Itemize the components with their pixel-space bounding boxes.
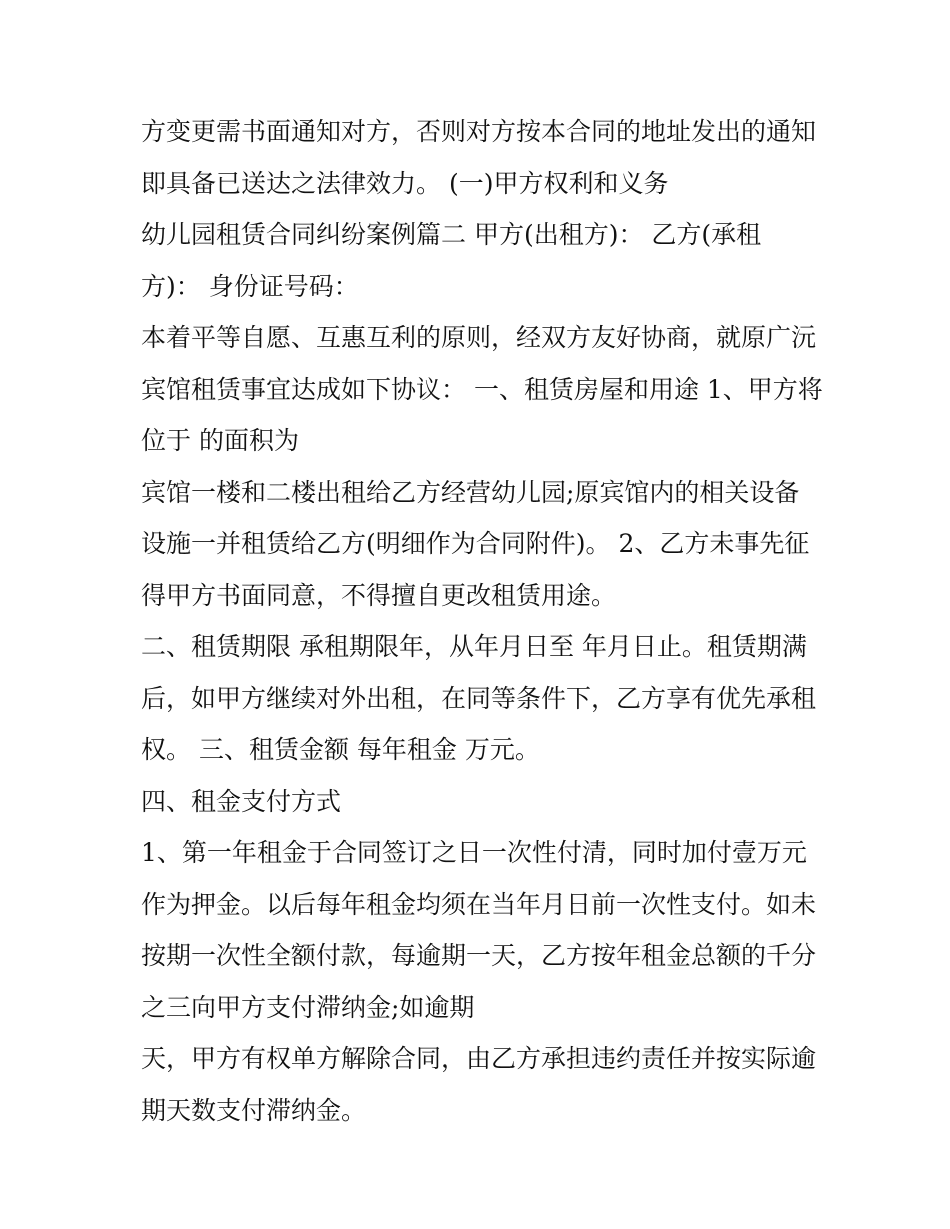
- text-line: 天，甲方有权单方解除合同，由乙方承担违约责任并按实际逾: [141, 1044, 817, 1073]
- text-line: 位于 的面积为: [141, 426, 299, 455]
- text-line: 宾馆一楼和二楼出租给乙方经营幼儿园;原宾馆内的相关设备: [141, 477, 800, 507]
- text-line: 权。 三、租赁金额 每年租金 万元。: [141, 735, 540, 764]
- text-line: 二、租赁期限 承租期限年，从年月日至 年月日止。租赁期满: [141, 632, 807, 661]
- text-line: 之三向甲方支付滞纳金;如逾期: [141, 992, 475, 1022]
- text-line: 即具备已送达之法律效力。 (一)甲方权利和义务: [141, 168, 669, 198]
- text-line: 本着平等自愿、互惠互利的原则，经双方友好协商，就原广沅: [141, 323, 817, 352]
- text-line: 四、租金支付方式: [141, 786, 342, 816]
- text-line: 1、第一年租金于合同签订之日一次性付清，同时加付壹万元: [141, 838, 807, 867]
- text-line: 作为押金。以后每年租金均须在当年月日前一次性支付。如未: [141, 889, 817, 919]
- text-line: 得甲方书面同意，不得擅自更改租赁用途。: [141, 580, 617, 610]
- text-line: 后，如甲方继续对外出租，在同等条件下，乙方享有优先承租: [141, 683, 817, 713]
- text-line: 幼儿园租赁合同纠纷案例篇二 甲方(出租方)： 乙方(承租: [141, 220, 762, 249]
- document-body: [141, 106, 831, 1136]
- text-line: 设施一并租赁给乙方(明细作为合同附件)。 2、乙方未事先征: [141, 529, 810, 558]
- text-line: 期天数支付滞纳金。: [141, 1095, 367, 1125]
- text-line: 按期一次性全额付款，每逾期一天，乙方按年租金总额的千分: [141, 941, 817, 970]
- text-line: 方)： 身份证号码：: [141, 271, 359, 301]
- text-line: 方变更需书面通知对方，否则对方按本合同的地址发出的通知: [141, 117, 817, 146]
- text-line: 宾馆租赁事宜达成如下协议： 一、租赁房屋和用途 1、甲方将: [141, 374, 823, 404]
